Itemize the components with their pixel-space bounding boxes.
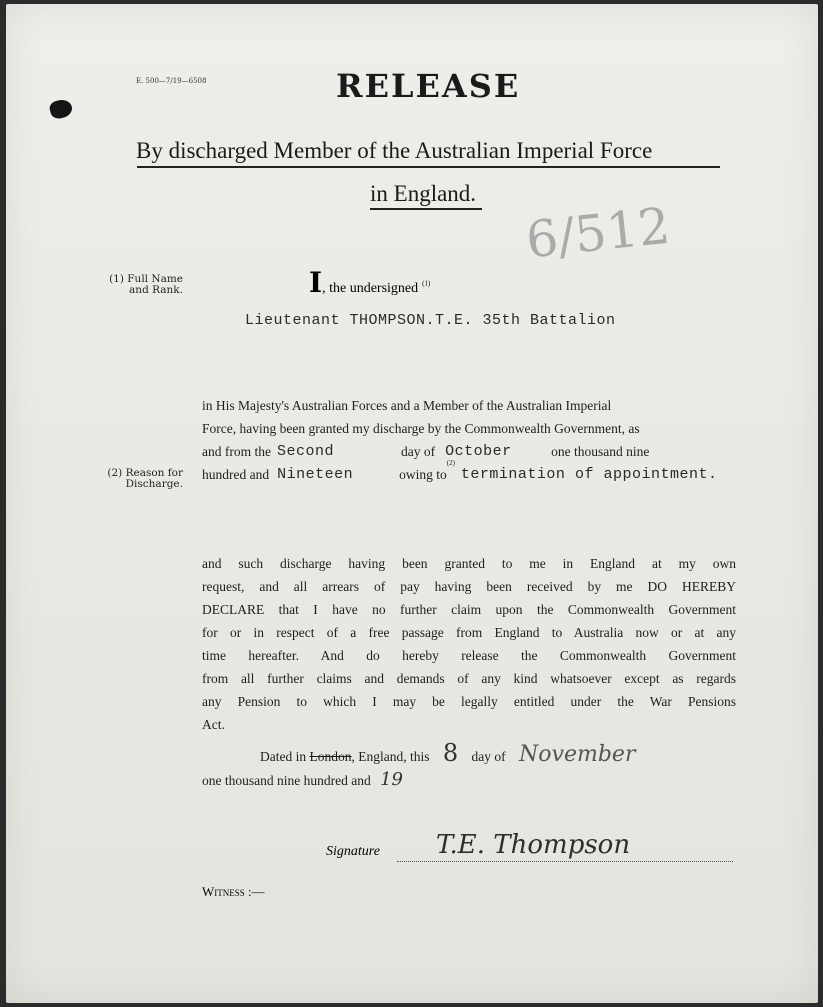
opening-text: , the undersigned [322, 281, 419, 296]
margin-note-reason: (2) Reason for Discharge. [107, 467, 183, 490]
subtitle-underline [137, 166, 720, 168]
declaration-line: and such discharge having been granted to me in England at my own [202, 556, 736, 571]
typed-reason: termination of appointment. [460, 466, 718, 483]
declaration-line: time hereafter. And do hereby release the Commonwealth Government [202, 648, 736, 663]
witness-label: Witness :— [202, 884, 265, 899]
document-subtitle-line2: in England. [370, 181, 477, 206]
declaration-line: from all further claims and demands of any kind whatsoever except as regards [202, 671, 736, 686]
declaration-line: any Pension to which I may be legally entitled under the War Pensions [202, 694, 736, 709]
declaration-line: for or in respect of a free passage from England to Australia now or at any [202, 625, 736, 640]
typed-full-name-rank: Lieutenant THOMPSON.T.E. 35th Battalion [245, 312, 616, 329]
footnote-1-marker: (1) [422, 279, 431, 288]
declaration-line: DECLARE that I have no further claim upon the Commonwealth Government [202, 602, 736, 617]
pencil-annotation: 6/512 [523, 196, 673, 270]
typed-year: Nineteen [277, 466, 354, 483]
opening-line [309, 266, 430, 299]
form-code: E. 500—7/19—6508 [136, 77, 207, 85]
document-page [6, 4, 818, 1003]
dated-line: Dated in London, England, this 8 day of November one thousand nine hundred and 19 [202, 739, 636, 790]
paragraph-declaration [202, 552, 736, 736]
document-title: RELEASE [336, 67, 521, 105]
opening-initial: I [309, 266, 323, 299]
typed-day: Second [276, 443, 334, 460]
handwritten-day: 8 [442, 739, 459, 767]
typed-month: October [445, 443, 512, 460]
handwritten-year: 19 [380, 769, 403, 790]
signature-line [397, 861, 733, 862]
declaration-line: request, and all arrears of pay having been received by me DO HEREBY [202, 579, 736, 594]
signature-label: Signature [326, 844, 380, 859]
margin-note-full-name: (1) Full Name and Rank. [109, 273, 183, 296]
handwritten-month: November [519, 742, 636, 767]
paragraph-service: in His Majesty's Australian Forces and a Member of the Australian Imperial Force, having been granted my discharge by the Commonwealth Government, as and from the Second day of October one thousand nine hundred and Nineteen owing to (2) termination of appointment. [202, 394, 736, 486]
punch-hole-mark [48, 97, 74, 120]
struck-city: London [309, 749, 352, 764]
declaration-line: Act. [202, 717, 225, 732]
document-subtitle: By discharged Member of the Australian Imperial Force [136, 138, 653, 163]
subtitle2-underline [370, 208, 482, 210]
handwritten-signature: T.E. Thompson [436, 830, 631, 860]
